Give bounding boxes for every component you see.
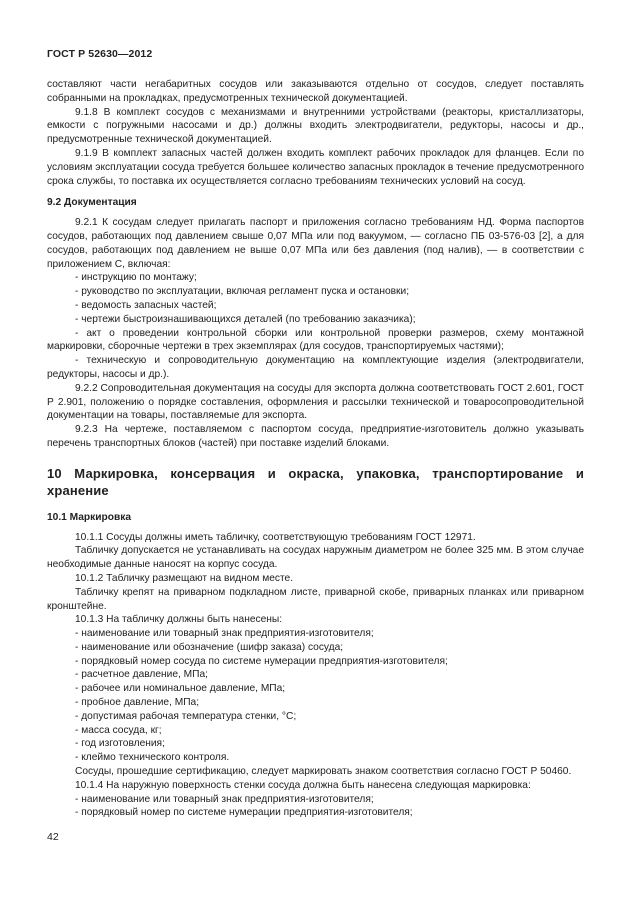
list-item: - акт о проведении контрольной сборки или контрольной проверки размеров, схему монтажной маркировки, сборочные чертежи в трех экземплярах (для сосудов, транспортируемых частями); — [47, 327, 584, 353]
list-item: - расчетное давление, МПа; — [75, 669, 208, 681]
paragraph-10-1-1: 10.1.1 Сосуды должны иметь табличку, соответствующую требованиям ГОСТ 12971. — [75, 531, 476, 543]
paragraph-10-1-2: 10.1.2 Табличку размещают на видном месте. — [75, 572, 294, 584]
list-item: - порядковый номер по системе нумерации предприятия-изготовителя; — [75, 807, 413, 819]
list-item: - чертежи быстроизнашивающихся деталей (по требованию заказчика); — [75, 313, 416, 325]
paragraph-10-1-4: 10.1.4 На наружную поверхность стенки сосуда должна быть нанесена следующая маркировка: — [75, 779, 531, 791]
list-item: - ведомость запасных частей; — [75, 299, 217, 311]
paragraph-9-2-2: 9.2.2 Сопроводительная документация на сосуды для экспорта должна соответствовать ГОСТ 2.601, ГОСТ Р 2.901, положению о порядке составления, оформления и рассылки технической и товаросопроводительной документации на товары, поставляемые для экспорта. — [47, 382, 584, 422]
list-item: - порядковый номер сосуда по системе нумерации предприятия-изготовителя; — [75, 655, 448, 667]
paragraph: составляют части негабаритных сосудов или заказываются отдельно от сосудов, следует поставлять собранными на прокладках, предусмотренных технической документацией. — [47, 79, 584, 104]
paragraph-9-1-9: 9.1.9 В комплект запасных частей должен входить комплект рабочих прокладок для фланцев. Если по условиям эксплуатации сосуда требуется большее количество запасных прокладок в течение предусмотренного срока службы, то поставка их осуществляется согласно требованиям технических условий на сосуд. — [47, 147, 584, 187]
list-item: - рабочее или номинальное давление, МПа; — [75, 683, 286, 695]
list-item: - наименование или товарный знак предприятия-изготовителя; — [75, 628, 374, 640]
list-item: - техническую и сопроводительную документацию на комплектующие изделия (электродвигатели, редукторы, насосы и др.). — [47, 355, 584, 380]
section-heading-9-2: 9.2 Документация — [47, 197, 137, 209]
list-item: - наименование или товарный знак предприятия-изготовителя; — [75, 793, 374, 805]
list-item: - руководство по эксплуатации, включая регламент пуска и остановки; — [75, 286, 410, 298]
page-number: 42 — [47, 831, 59, 843]
paragraph: Табличку крепят на приварном подкладном листе, приварной скобе, приварных планках или приварном кронштейне. — [47, 586, 584, 612]
paragraph: Сосуды, прошедшие сертификацию, следует маркировать знаком соответствия согласно ГОСТ Р 50460. — [75, 766, 572, 778]
paragraph-9-2-3: 9.2.3 На чертеже, поставляемом с паспортом сосуда, предприятие-изготовитель должно указывать перечень транспортных блоков (частей) при поставке изделий блоками. — [47, 424, 584, 449]
paragraph-9-1-8: 9.1.8 В комплект сосудов с механизмами и внутренними устройствами (реакторы, кристаллизаторы, емкости с погружными насосами и др.) должны входить электродвигатели, редукторы, насосы и др., предусмотренные технической документацией. — [47, 106, 584, 146]
list-item: - масса сосуда, кг; — [75, 724, 162, 736]
list-item: - клеймо технического контроля. — [75, 752, 230, 764]
list-item: - допустимая рабочая температура стенки, °С; — [75, 710, 297, 722]
document-header: ГОСТ Р 52630—2012 — [47, 48, 153, 60]
list-item: - пробное давление, МПа; — [75, 697, 200, 709]
paragraph-10-1-3: 10.1.3 На табличку должны быть нанесены: — [75, 614, 283, 626]
paragraph-9-2-1: 9.2.1 К сосудам следует прилагать паспорт и приложения согласно требованиям НД. Форма паспортов сосудов, работающих под давлением свыше 0,07 МПа или под вакуумом, — согласно ПБ 03-576-03 [2], а для сосудов, работающих под давлением не выше 0,07 МПа или без давления (под налив), — в соответствии с приложением С, включая: — [47, 217, 584, 270]
document-body — [47, 78, 584, 820]
chapter-heading-10: 10 Маркировка, консервация и окраска, упаковка, транспортирование и хранение — [47, 465, 584, 498]
paragraph: Табличку допускается не устанавливать на сосудах наружным диаметром не более 325 мм. В этом случае необходимые данные наносят на корпус сосуда. — [47, 545, 584, 571]
list-item: - год изготовления; — [75, 738, 165, 750]
list-item: - наименование или обозначение (шифр заказа) сосуда; — [75, 641, 344, 653]
section-heading-10-1: 10.1 Маркировка — [47, 511, 131, 523]
list-item: - инструкцию по монтажу; — [75, 272, 197, 284]
